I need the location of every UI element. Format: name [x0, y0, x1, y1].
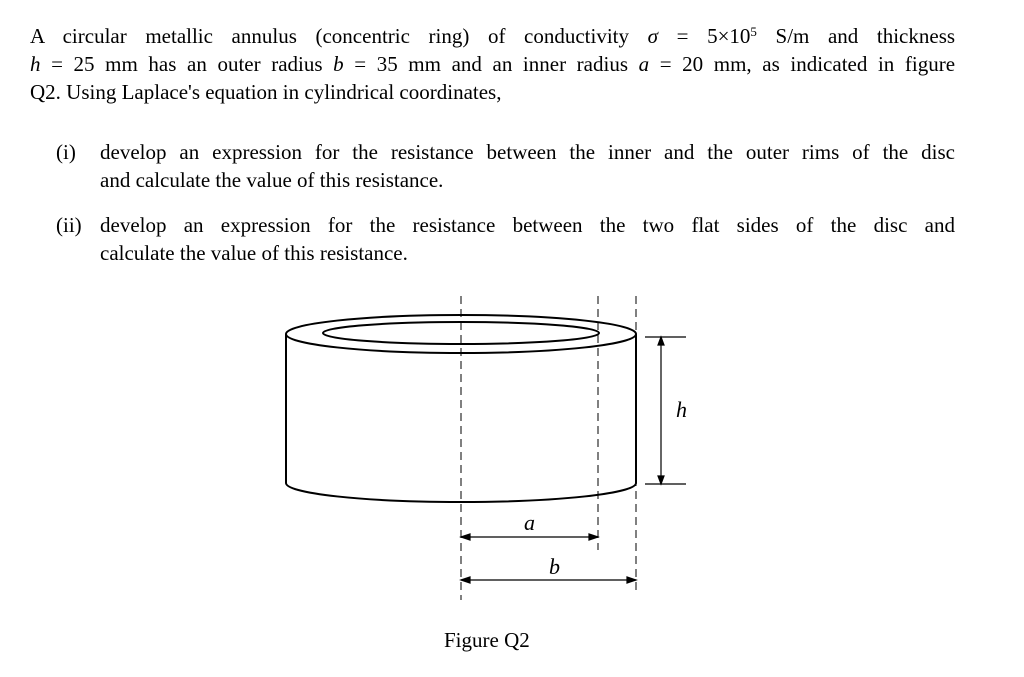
outer-top-ellipse [286, 315, 636, 353]
h-arrow-top [658, 337, 664, 345]
h-label: h [676, 397, 687, 422]
part-ii-number: (ii) [56, 213, 82, 237]
outer-radius-value: = 35 mm and an inner radius [354, 52, 628, 76]
h-arrow-bottom [658, 476, 664, 484]
b-symbol: b [333, 52, 344, 76]
thickness-value: = 25 mm has an outer radius [51, 52, 323, 76]
a-label: a [524, 510, 535, 535]
part-ii-line-1: develop an expression for the resistance between the two flat sides of the disc and [100, 213, 955, 237]
part-ii-line-2: calculate the value of this resistance. [100, 241, 408, 265]
conductivity-exponent: 5 [750, 24, 757, 39]
a-arrow-left [461, 534, 470, 540]
problem-line-3: Q2. Using Laplace's equation in cylindrical coordinates, [30, 80, 502, 104]
conductivity-value: 5×10 [707, 24, 751, 48]
h-symbol: h [30, 52, 41, 76]
equals-sign: = [676, 24, 689, 48]
a-symbol: a [638, 52, 650, 76]
a-arrow-right [589, 534, 598, 540]
problem-line-1-text: A circular metallic annulus (concentric ring) of conductivity [30, 24, 630, 48]
b-label: b [549, 554, 560, 579]
sigma-symbol: σ [647, 24, 658, 48]
b-arrow-right [627, 577, 636, 583]
b-arrow-left [461, 577, 470, 583]
part-i-number: (i) [56, 140, 76, 164]
part-i-line-1: develop an expression for the resistance between the inner and the outer rims of the disc [100, 140, 955, 164]
figure-caption: Figure Q2 [444, 628, 530, 652]
part-i-line-2: and calculate the value of this resistance. [100, 168, 444, 192]
conductivity-unit: S/m and thickness [775, 24, 956, 48]
inner-radius-value: = 20 mm, as indicated in figure [659, 52, 956, 76]
